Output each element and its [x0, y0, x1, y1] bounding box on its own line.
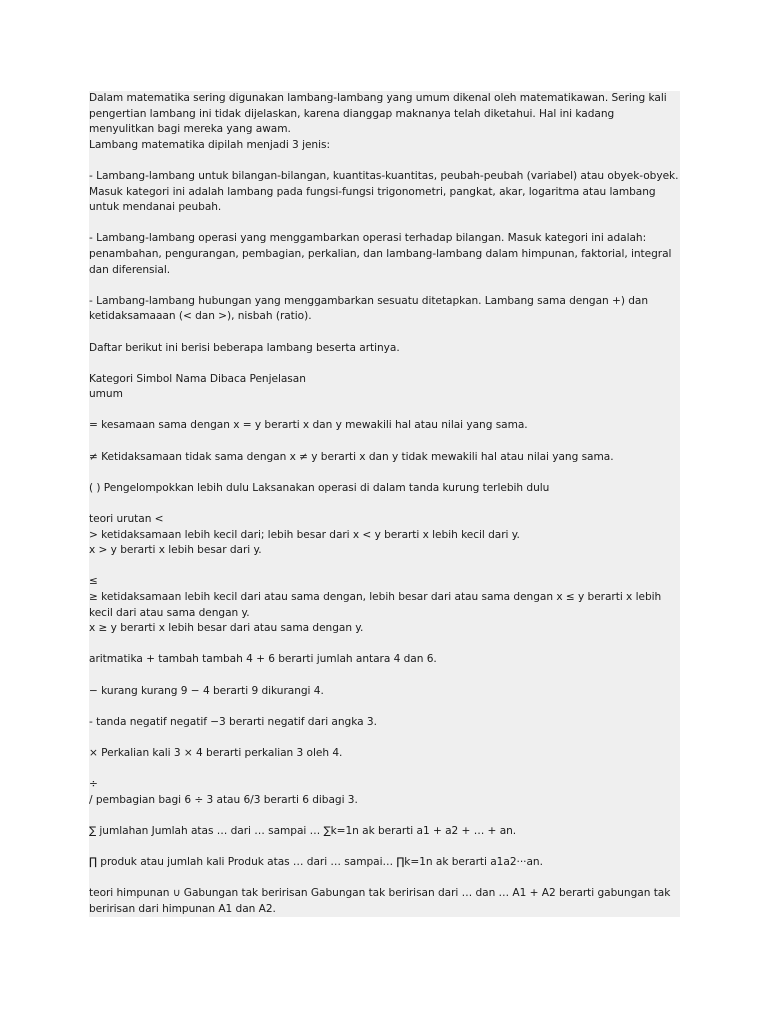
text-paragraph: x > y berarti x lebih besar dari y. [89, 543, 680, 559]
text-paragraph: ( ) Pengelompokkan lebih dulu Laksanakan operasi di dalam tanda kurung terlebih dulu [89, 481, 680, 497]
text-paragraph: = kesamaan sama dengan x = y berarti x dan y mewakili hal atau nilai yang sama. [89, 418, 680, 434]
paragraph-spacer [89, 637, 680, 653]
text-paragraph: aritmatika + tambah tambah 4 + 6 berarti jumlah antara 4 dan 6. [89, 652, 680, 668]
paragraph-spacer [89, 465, 680, 481]
paragraph-spacer [89, 668, 680, 684]
text-paragraph: teori himpunan ∪ Gabungan tak beririsan Gabungan tak beririsan dari … dan … A1 + A2 berarti gabungan tak beririsan dari himpunan A1 dan A2. [89, 886, 680, 917]
paragraph-spacer [89, 840, 680, 856]
text-paragraph: / pembagian bagi 6 ÷ 3 atau 6/3 berarti 6 dibagi 3. [89, 793, 680, 809]
text-paragraph: − kurang kurang 9 − 4 berarti 9 dikurangi 4. [89, 684, 680, 700]
text-paragraph: - tanda negatif negatif −3 berarti negatif dari angka 3. [89, 715, 680, 731]
text-paragraph: Dalam matematika sering digunakan lambang-lambang yang umum dikenal oleh matematikawan. Sering kali pengertian lambang ini tidak dijelaskan, karena dianggap maknanya telah diketahui. Hal ini kadang menyulitkan bagi mereka yang awam. [89, 91, 680, 138]
paragraph-spacer [89, 356, 680, 372]
text-paragraph: ∏ produk atau jumlah kali Produk atas … dari … sampai… ∏k=1n ak berarti a1a2···an. [89, 855, 680, 871]
paragraph-spacer [89, 325, 680, 341]
text-paragraph: Kategori Simbol Nama Dibaca Penjelasan [89, 372, 680, 388]
text-paragraph: - Lambang-lambang untuk bilangan-bilangan, kuantitas-kuantitas, peubah-peubah (variabel) atau obyek-obyek. Masuk kategori ini adalah lambang pada fungsi-fungsi trigonometri, pangkat, akar, logaritma atau lambang untuk mendanai peubah. [89, 169, 680, 216]
paragraph-spacer [89, 403, 680, 419]
text-paragraph: ≠ Ketidaksamaan tidak sama dengan x ≠ y berarti x dan y tidak mewakili hal atau nilai yang sama. [89, 450, 680, 466]
text-paragraph: ∑ jumlahan Jumlah atas … dari … sampai … ∑k=1n ak berarti a1 + a2 + … + an. [89, 824, 680, 840]
text-paragraph: > ketidaksamaan lebih kecil dari; lebih besar dari x < y berarti x lebih kecil dari y. [89, 528, 680, 544]
paragraph-spacer [89, 434, 680, 450]
paragraph-spacer [89, 730, 680, 746]
text-paragraph: Daftar berikut ini berisi beberapa lambang beserta artinya. [89, 341, 680, 357]
text-paragraph: x ≥ y berarti x lebih besar dari atau sama dengan y. [89, 621, 680, 637]
text-paragraph: umum [89, 387, 680, 403]
paragraph-spacer [89, 559, 680, 575]
paragraph-spacer [89, 871, 680, 887]
text-paragraph: - Lambang-lambang hubungan yang menggambarkan sesuatu ditetapkan. Lambang sama dengan +) dan ketidaksamaaan (< dan >), nisbah (ratio). [89, 294, 680, 325]
document-body [89, 91, 680, 917]
text-paragraph: ≥ ketidaksamaan lebih kecil dari atau sama dengan, lebih besar dari atau sama dengan x ≤ y berarti x lebih kecil dari atau sama dengan y. [89, 590, 680, 621]
text-paragraph: teori urutan < [89, 512, 680, 528]
paragraph-spacer [89, 496, 680, 512]
paragraph-spacer [89, 762, 680, 778]
text-paragraph: × Perkalian kali 3 × 4 berarti perkalian 3 oleh 4. [89, 746, 680, 762]
text-paragraph: - Lambang-lambang operasi yang menggambarkan operasi terhadap bilangan. Masuk kategori ini adalah: penambahan, pengurangan, pembagian, perkalian, dan lambang-lambang dalam himpunan, faktorial, integral dan diferensial. [89, 231, 680, 278]
paragraph-spacer [89, 808, 680, 824]
paragraph-spacer [89, 216, 680, 232]
paragraph-spacer [89, 699, 680, 715]
text-paragraph: ÷ [89, 777, 680, 793]
text-paragraph: Lambang matematika dipilah menjadi 3 jenis: [89, 138, 680, 154]
paragraph-spacer [89, 278, 680, 294]
paragraph-spacer [89, 153, 680, 169]
text-paragraph: ≤ [89, 574, 680, 590]
